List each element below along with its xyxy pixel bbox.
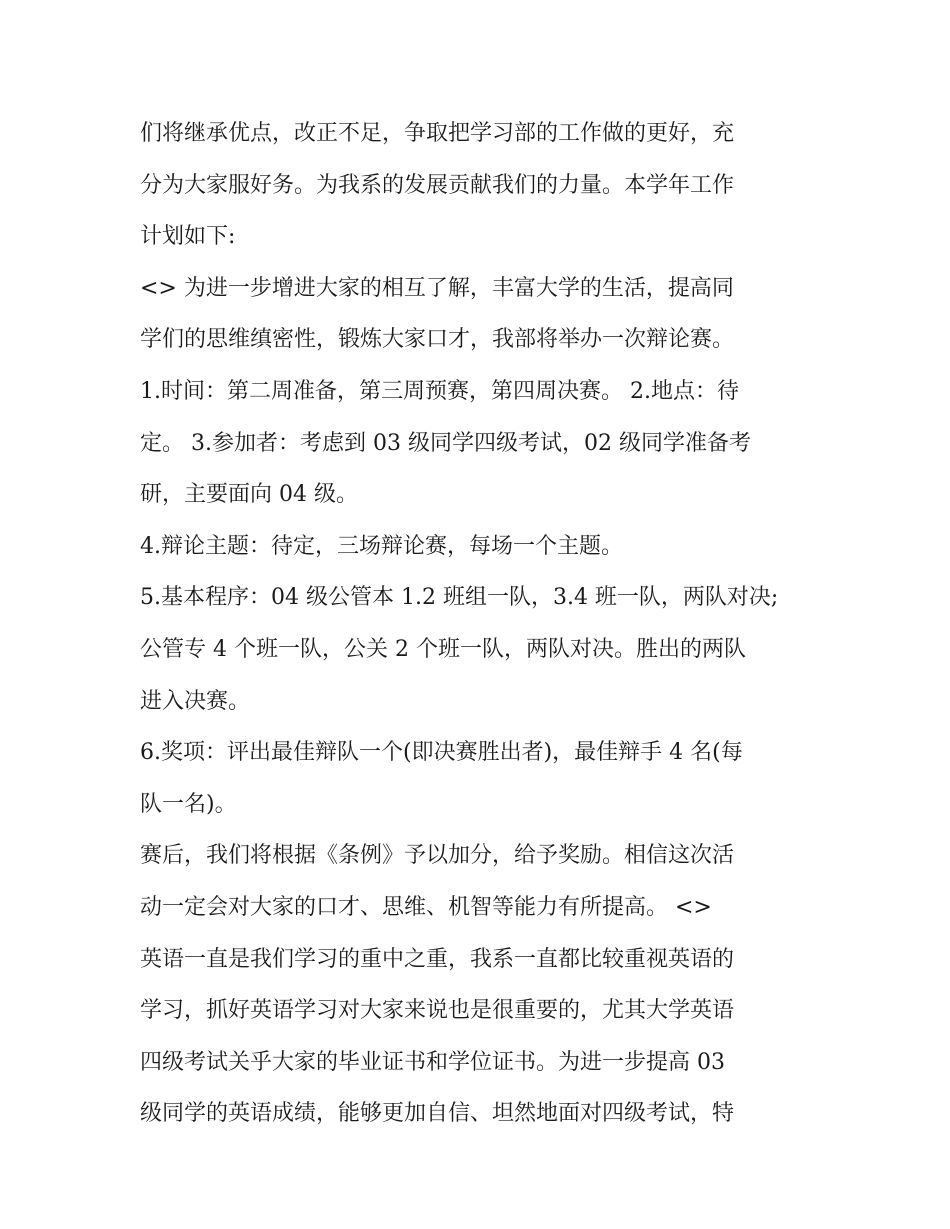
text-line: 队一名)。 (140, 791, 237, 817)
text-line: 定。 3.参加者：考虑到 03 级同学四级考试，02 级同学准备考 (140, 430, 751, 456)
text-line: 6.奖项：评出最佳辩队一个(即决赛胜出者)，最佳辩手 4 名(每 (140, 740, 743, 766)
text-line: 进入决赛。 (140, 688, 251, 714)
text-line: 级同学的英语成绩，能够更加自信、坦然地面对四级考试，特 (140, 1101, 735, 1127)
text-line: 英语一直是我们学习的重中之重，我系一直都比较重视英语的 (140, 946, 735, 972)
text-line: 4.辩论主题：待定，三场辩论赛，每场一个主题。 (140, 533, 623, 559)
text-line: 四级考试关乎大家的毕业证书和学位证书。为进一步提高 03 (140, 1049, 725, 1075)
text-line: 5.基本程序：04 级公管本 1.2 班组一队，3.4 班一队，两队对决; (140, 585, 779, 611)
text-line: <> 为进一步增进大家的相互了解，丰富大学的生活，提高同 (140, 275, 734, 301)
text-line: 公管专 4 个班一队，公关 2 个班一队，两队对决。胜出的两队 (140, 636, 746, 662)
text-line: 分为大家服好务。为我系的发展贡献我们的力量。本学年工作 (140, 172, 735, 198)
text-line: 学习，抓好英语学习对大家来说也是很重要的，尤其大学英语 (140, 998, 735, 1024)
text-line: 学们的思维缜密性，锻炼大家口才，我部将举办一次辩论赛。 (140, 327, 735, 353)
text-line: 动一定会对大家的口才、思维、机智等能力有所提高。 <> (140, 894, 712, 920)
text-line: 1.时间：第二周准备，第三周预赛，第四周决赛。 2.地点：待 (140, 378, 739, 404)
text-line: 计划如下: (140, 224, 236, 250)
text-line: 们将继承优点，改正不足，争取把学习部的工作做的更好，充 (140, 121, 735, 146)
body-text (140, 108, 820, 1140)
text-line: 赛后，我们将根据《条例》予以加分，给予奖励。相信这次活 (140, 843, 735, 869)
text-line: 研，主要面向 04 级。 (140, 482, 358, 508)
